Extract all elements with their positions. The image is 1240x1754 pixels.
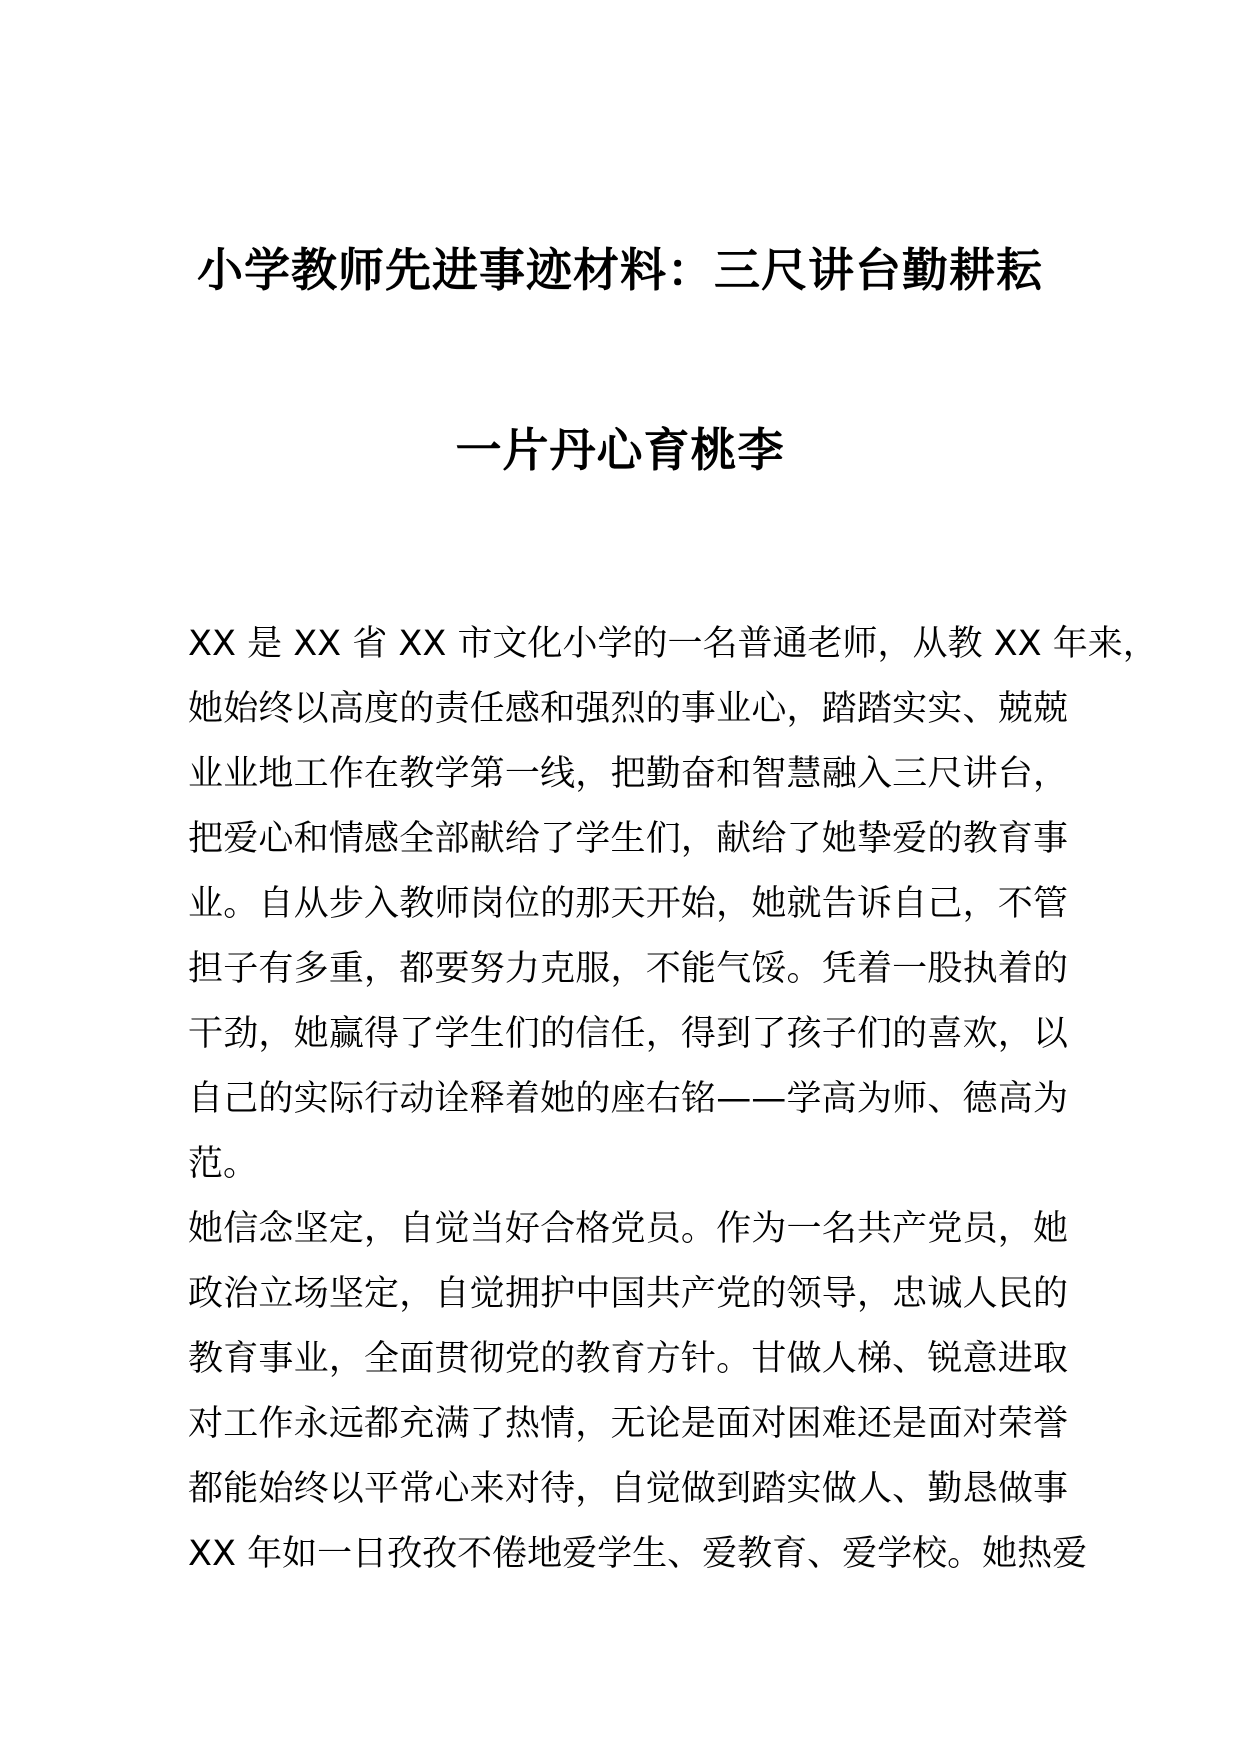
paragraph-1-line: XX 是 XX 省 XX 市文化小学的一名普通老师，从教 XX 年来， bbox=[188, 624, 1158, 664]
paragraph-1-line: 把爱心和情感全部献给了学生们，献给了她挚爱的教育事 bbox=[188, 819, 1068, 859]
paragraph-2-line: 她信念坚定，自觉当好合格党员。作为一名共产党员，她 bbox=[188, 1209, 1068, 1249]
paragraph-1-line: 范。 bbox=[188, 1144, 259, 1184]
paragraph-1-line: 干劲，她赢得了学生们的信任，得到了孩子们的喜欢，以 bbox=[188, 1014, 1068, 1054]
paragraph-2-line: 都能始终以平常心来对待，自觉做到踏实做人、勤恳做事 bbox=[188, 1469, 1068, 1509]
paragraph-1-line: 担子有多重，都要努力克服，不能气馁。凭着一股执着的 bbox=[188, 949, 1068, 989]
paragraph-2-line: 教育事业，全面贯彻党的教育方针。甘做人梯、锐意进取 bbox=[188, 1339, 1068, 1379]
paragraph-1-line: 业。自从步入教师岗位的那天开始，她就告诉自己，不管 bbox=[188, 884, 1068, 924]
paragraph-1-line: 自己的实际行动诠释着她的座右铭——学高为师、德高为 bbox=[188, 1079, 1068, 1119]
paragraph-1-line: 业业地工作在教学第一线，把勤奋和智慧融入三尺讲台， bbox=[188, 754, 1068, 794]
paragraph-1-line: 她始终以高度的责任感和强烈的事业心，踏踏实实、兢兢 bbox=[188, 689, 1068, 729]
document-title-line-2: 一片丹心育桃李 bbox=[455, 423, 785, 477]
document-title-line-1: 小学教师先进事迹材料：三尺讲台勤耕耘 bbox=[197, 243, 1043, 297]
paragraph-2-line: 政治立场坚定，自觉拥护中国共产党的领导，忠诚人民的 bbox=[188, 1274, 1068, 1314]
document-body bbox=[188, 612, 1158, 1587]
paragraph-2-line: XX 年如一日孜孜不倦地爱学生、爱教育、爱学校。她热爱 bbox=[188, 1534, 1088, 1574]
paragraph-2-line: 对工作永远都充满了热情，无论是面对困难还是面对荣誉 bbox=[188, 1404, 1068, 1444]
